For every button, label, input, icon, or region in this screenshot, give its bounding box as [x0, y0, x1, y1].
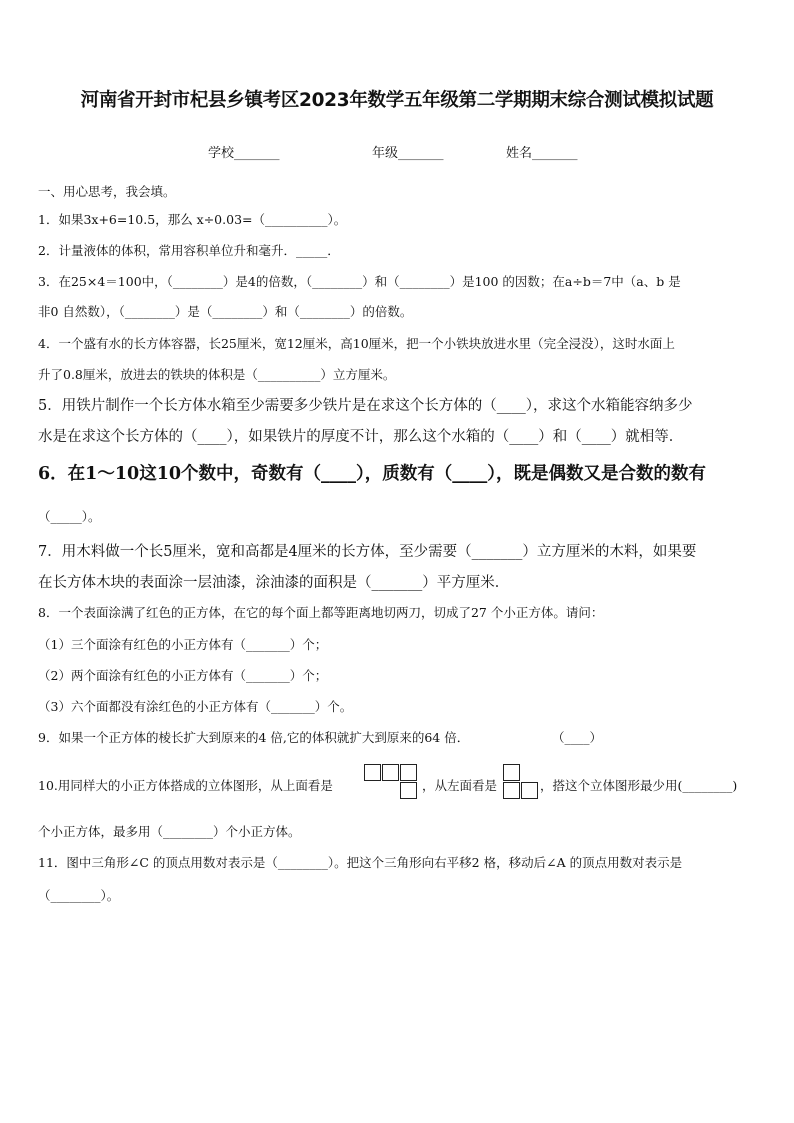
question-10-text-1: 10.用同样大的小正方体搭成的立体图形，从上面看是 — [38, 778, 333, 793]
name-field: 姓名_______ — [506, 146, 578, 161]
question-6-line-1: 6．在1～10这10个数中，奇数有（____），质数有（____），既是偶数又是合数的数有 — [38, 464, 707, 484]
question-8-part-2: （2）两个面涂有红色的小正方体有（_______）个； — [38, 668, 328, 683]
question-9-blank: （____） — [552, 730, 603, 745]
question-7-line-2: 在长方体木块的表面涂一层油漆，涂油漆的面积是（_______）平方厘米． — [38, 575, 510, 591]
left-view-square — [521, 782, 538, 799]
question-7-line-1: 7．用木料做一个长5厘米，宽和高都是4厘米的长方体，至少需要（_______）立方厘米的木料，如果要 — [38, 544, 697, 560]
grade-field: 年级_______ — [372, 146, 444, 161]
question-11-line-2: （________）。 — [38, 888, 120, 903]
question-10-text-3: ，搭这个立体图形最少用(________) — [540, 778, 738, 793]
question-3-line-1: 3．在25×4＝100中，（________）是4的倍数，（________）和（________）是100 的因数；在a÷b＝7中（a、b 是 — [38, 274, 681, 289]
question-8-part-1: （1）三个面涂有红色的小正方体有（_______）个； — [38, 637, 328, 652]
page-title: 河南省开封市杞县乡镇考区2023年数学五年级第二学期期末综合测试模拟试题 — [80, 90, 714, 111]
top-view-square — [382, 764, 399, 781]
top-view-square — [364, 764, 381, 781]
top-view-square — [400, 782, 417, 799]
question-4-line-2: 升了0.8厘米，放进去的铁块的体积是（__________）立方厘米。 — [38, 367, 396, 382]
left-view-square — [503, 782, 520, 799]
question-8: 8．一个表面涂满了红色的正方体，在它的每个面上都等距离地切两刀，切成了27 个小正方体。请问： — [38, 605, 604, 620]
question-11-line-1: 11．图中三角形∠C 的顶点用数对表示是（________）。把这个三角形向右平移2 格，移动后∠A 的顶点用数对表示是 — [38, 855, 683, 870]
left-view-square — [503, 764, 520, 781]
question-6-line-2: （_____）。 — [38, 509, 101, 524]
left-view-figure — [503, 764, 541, 801]
question-8-part-3: （3）六个面都没有涂红色的小正方体有（_______）个。 — [38, 699, 353, 714]
question-10-line-2: 个小正方体，最多用（________）个小正方体。 — [38, 824, 301, 839]
section-heading: 一、用心思考，我会填。 — [38, 184, 176, 199]
question-5-line-2: 水是在求这个长方体的（____），如果铁片的厚度不计，那么这个水箱的（____）和（____）就相等． — [38, 429, 684, 445]
question-2: 2．计量液体的体积，常用容积单位升和毫升．_____． — [38, 243, 340, 258]
question-10-text-2: ，从左面看是 — [422, 778, 498, 793]
question-3-line-2: 非0 自然数），（________）是（________）和（________）的倍数。 — [38, 304, 413, 319]
school-field: 学校_______ — [208, 146, 280, 161]
question-1: 1．如果3x+6=10.5，那么 x÷0.03=（__________）。 — [38, 212, 347, 227]
top-view-square — [400, 764, 417, 781]
top-view-figure — [364, 764, 420, 801]
question-4-line-1: 4．一个盛有水的长方体容器，长25厘米，宽12厘米，高10厘米，把一个小铁块放进水里（完全浸没），这时水面上 — [38, 336, 675, 351]
question-5-line-1: 5．用铁片制作一个长方体水箱至少需要多少铁片是在求这个长方体的（____），求这个水箱能容纳多少 — [38, 398, 693, 414]
question-9: 9．如果一个正方体的棱长扩大到原来的4 倍,它的体积就扩大到原来的64 倍． — [38, 730, 470, 745]
